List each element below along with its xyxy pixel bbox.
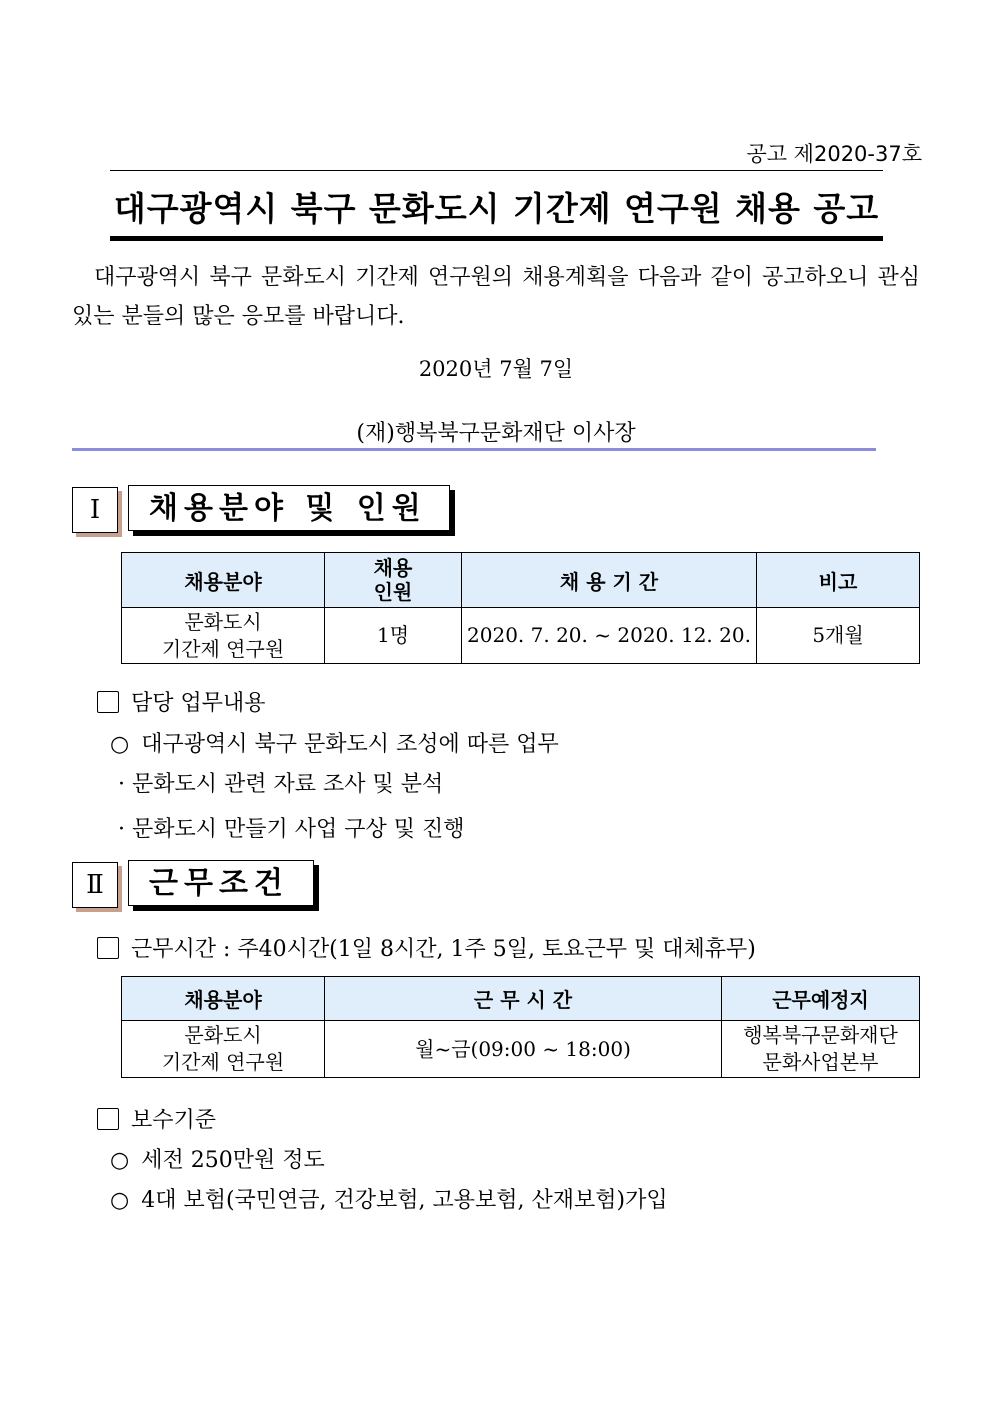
duties-sub-1: · 문화도시 관련 자료 조사 및 분석 (118, 772, 444, 797)
pay-item-1-text: 세전 250만원 정도 (141, 1148, 325, 1173)
cell-field (122, 608, 325, 664)
table-header-row (122, 553, 920, 608)
empty-square-icon (97, 1108, 119, 1130)
pay-item-2-text: 4대 보험(국민연금, 건강보험, 고용보험, 산재보험)가입 (141, 1188, 668, 1213)
pay-item-1 (110, 1143, 325, 1174)
cell-count: 1명 (325, 608, 462, 664)
duties-main-text: 대구광역시 북구 문화도시 조성에 따른 업무 (141, 732, 559, 757)
notice-number: 공고 제2020-37호 (746, 142, 922, 166)
pay-heading-text: 보수기준 (131, 1108, 217, 1133)
notice-date: 2020년 7월 7일 (418, 357, 574, 381)
work-conditions-table (121, 976, 920, 1078)
cell-place-line1: 행복북구문화재단 (743, 1023, 898, 1047)
header-place: 근무예정지 (722, 977, 920, 1021)
cell-field-line1: 문화도시 (184, 1023, 262, 1047)
hours-heading-text: 근무시간 : 주40시간(1일 8시간, 1주 5일, 토요근무 및 대체휴무) (131, 937, 756, 962)
cell-field-line1: 문화도시 (184, 609, 262, 634)
duties-main (110, 727, 559, 758)
top-rule (110, 170, 883, 171)
table-row (122, 1021, 920, 1078)
cell-field-line2: 기간제 연구원 (161, 636, 285, 661)
cell-period: 2020. 7. 20. ~ 2020. 12. 20. (462, 608, 757, 664)
header-divider (72, 448, 876, 451)
section-2-title: 근무조건 (128, 860, 314, 906)
section-2-number: Ⅱ (72, 862, 118, 908)
header-count (325, 553, 462, 608)
duties-heading (97, 686, 266, 717)
header-field: 채용분야 (122, 977, 325, 1021)
pay-heading (97, 1103, 216, 1134)
header-field: 채용분야 (122, 553, 325, 608)
header-hours: 근 무 시 간 (325, 977, 722, 1021)
page-title: 대구광역시 북구 문화도시 기간제 연구원 채용 공고 (113, 189, 880, 228)
table-header-row (122, 977, 920, 1021)
duties-sub-2: · 문화도시 만들기 사업 구상 및 진행 (118, 817, 465, 842)
header-count-line2: 인원 (373, 580, 413, 604)
issuer: (재)행복북구문화재단 이사장 (356, 421, 636, 446)
hollow-circle-icon: ○ (110, 732, 130, 757)
header-count-line1: 채용 (373, 556, 413, 580)
intro-text: 대구광역시 북구 문화도시 기간제 연구원의 채용계획을 다음과 같이 공고하오니 관심 있는 분들의 많은 응모를 바랍니다. (72, 265, 920, 329)
header-note: 비고 (757, 553, 920, 608)
hollow-circle-icon: ○ (110, 1148, 130, 1173)
cell-field-line2: 기간제 연구원 (161, 1050, 285, 1074)
table-row (122, 608, 920, 664)
hours-heading (97, 932, 756, 963)
header-period: 채 용 기 간 (462, 553, 757, 608)
empty-square-icon (97, 691, 119, 713)
empty-square-icon (97, 937, 119, 959)
section-1-number: Ⅰ (72, 487, 118, 533)
duties-heading-text: 담당 업무내용 (131, 691, 266, 716)
title-underline (110, 236, 883, 241)
cell-hours: 월~금(09:00 ~ 18:00) (325, 1021, 722, 1078)
cell-place (722, 1021, 920, 1078)
cell-field (122, 1021, 325, 1078)
section-1-title: 채용분야 및 인원 (128, 485, 450, 531)
pay-item-2 (110, 1183, 668, 1214)
hollow-circle-icon: ○ (110, 1188, 130, 1213)
cell-note: 5개월 (757, 608, 920, 664)
recruitment-table (121, 552, 920, 664)
cell-place-line2: 문화사업본부 (762, 1050, 879, 1074)
intro-paragraph (72, 258, 920, 336)
